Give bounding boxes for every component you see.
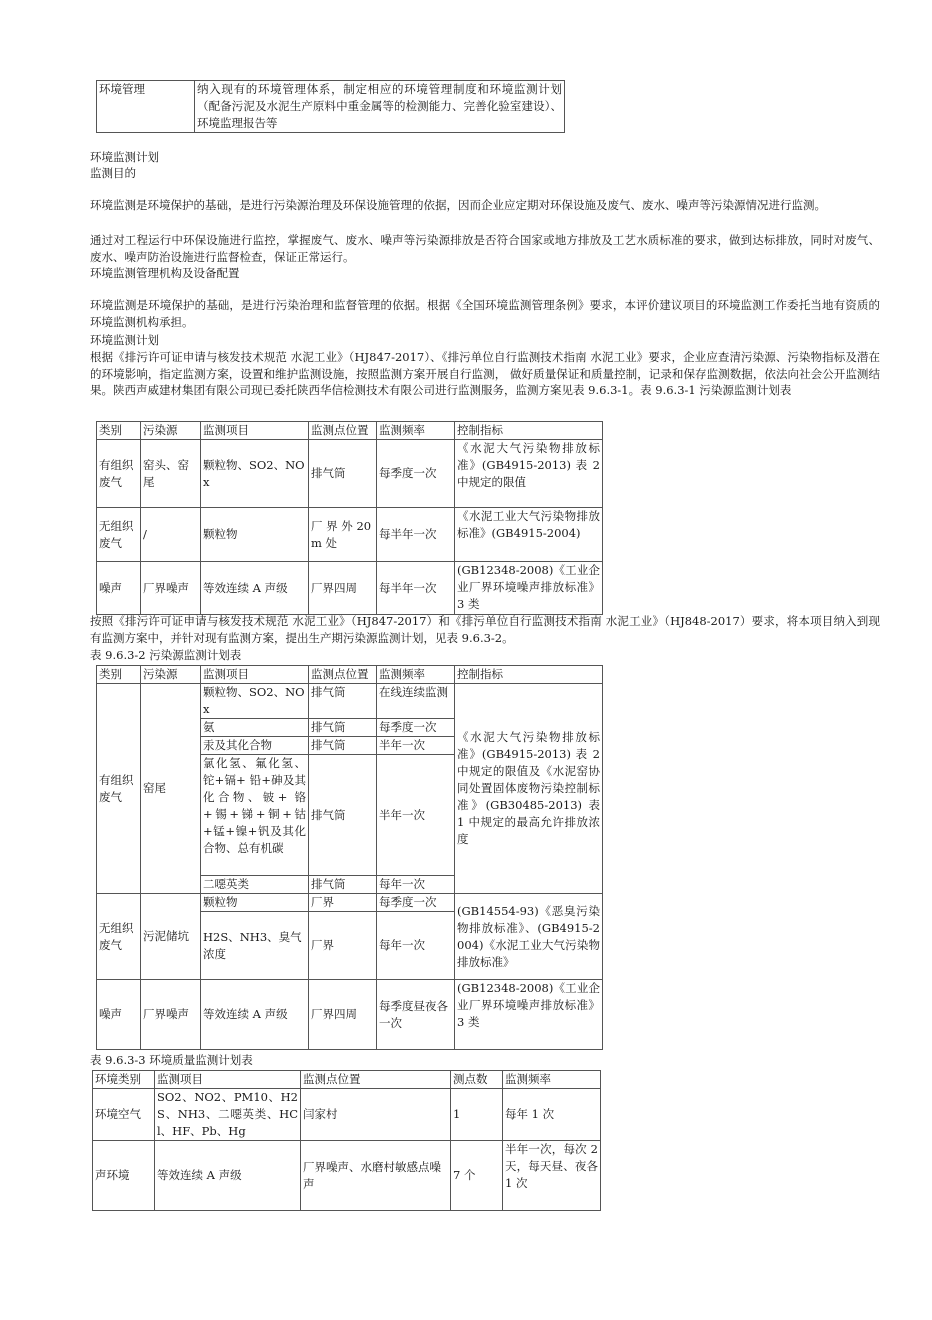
cell: SO2、NO2、PM10、H2S、NH3、二噁英类、HCl、HF、Pb、Hg	[155, 1089, 301, 1141]
cell: 每年 1 次	[503, 1089, 601, 1141]
cell: 半年一次	[377, 737, 455, 755]
cell: 厂界	[309, 912, 377, 980]
table-row	[93, 1141, 601, 1211]
paragraph-2: 通过对工程运行中环保设施进行监控，掌握废气、废水、噪声等污染源排放是否符合国家或地方排放及工艺水质标准的要求，做到达标排放，同时对废气、废水、噪声防治设施进行监督检查，保证正常运行。	[90, 233, 880, 264]
cell: 排气筒	[309, 737, 377, 755]
table-caption-2: 表 9.6.3-2 污染源监测计划表	[90, 648, 242, 662]
header-cell: 污染源	[141, 422, 201, 440]
cell: 声环境	[93, 1141, 155, 1211]
table-row	[93, 1089, 601, 1141]
cell: 每季度昼夜各一次	[377, 980, 455, 1050]
cell: 厂界噪声	[141, 562, 201, 615]
cell: 每半年一次	[377, 508, 455, 562]
header-cell: 监测项目	[155, 1071, 301, 1089]
cell: (GB12348-2008)《工业企业厂界环境噪声排放标准》3 类	[455, 980, 603, 1050]
cell: 厂界四周	[309, 562, 377, 615]
header-cell: 控制指标	[455, 666, 603, 684]
paragraph-4: 根据《排污许可证申请与核发技术规范 水泥工业》（HJ847-2017）、《排污单位自行监测技术指南 水泥工业》要求，企业应查清污染源、污染物指标及潜在的环境影响，指定监测方案，设置和维护监测设施，按照监测方案开展自行监测， 做好质量保证和质量控制，记录和保存监测数据，依法向社会公开监测结果。陕西声威建材集团有限公司现已委托陕西华信检测技术有限公司进行监测服务，监测方案见表 9.6.3-1。表 9.6.3-1 污染源监测计划表	[90, 350, 880, 397]
management-table	[96, 80, 565, 133]
cell: 《水泥工业大气污染物排放标准》(GB4915-2004)	[455, 508, 603, 562]
table-9-6-3-3	[92, 1070, 601, 1211]
table-row	[97, 980, 603, 1050]
header-cell: 污染源	[141, 666, 201, 684]
cell: (GB12348-2008)《工业企业厂界环境噪声排放标准》3 类	[455, 562, 603, 615]
cell: 颗粒物、SO2、NOx	[201, 684, 309, 719]
control-cell: (GB14554-93)《恶臭污染物排放标准》、(GB4915-2004)《水泥工业大气污染物排放标准》	[455, 894, 603, 980]
cell: 排气筒	[309, 684, 377, 719]
category-cell: 有组织废气	[97, 684, 141, 894]
header-cell: 监测频率	[377, 666, 455, 684]
cell: 环境空气	[93, 1089, 155, 1141]
cell: 有组织废气	[97, 440, 141, 508]
cell: 半年一次	[377, 755, 455, 876]
cell: 等效连续 A 声级	[155, 1141, 301, 1211]
heading-monitoring-plan-2: 环境监测计划	[90, 333, 159, 347]
table-9-6-3-1	[96, 421, 603, 615]
cell: H2S、NH3、臭气浓度	[201, 912, 309, 980]
cell: 二噁英类	[201, 876, 309, 894]
cell: 等效连续 A 声级	[201, 562, 309, 615]
cell: 《水泥大气污染物排放标准》(GB4915-2013) 表 2 中规定的限值	[455, 440, 603, 508]
category-cell: 无组织废气	[97, 894, 141, 980]
cell: 无组织废气	[97, 508, 141, 562]
paragraph-3: 环境监测是环境保护的基础，是进行污染治理和监督管理的依据。根据《全国环境监测管理条例》要求，本评价建议项目的环境监测工作委托当地有资质的环境监测机构承担。	[90, 298, 880, 329]
header-cell: 环境类别	[93, 1071, 155, 1089]
table-9-6-3-2	[96, 665, 603, 1050]
cell: 厂 界 外 20m 处	[309, 508, 377, 562]
header-cell: 测点数	[451, 1071, 503, 1089]
header-cell: 监测点位置	[301, 1071, 451, 1089]
cell: 在线连续监测	[377, 684, 455, 719]
paragraph-1: 环境监测是环境保护的基础，是进行污染源治理及环保设施管理的依据，因而企业应定期对环保设施及废气、废水、噪声等污染源情况进行监测。	[90, 198, 826, 212]
table-row	[97, 894, 603, 912]
cell: 窑头、窑尾	[141, 440, 201, 508]
cell: 排气筒	[309, 755, 377, 876]
heading-monitoring-purpose: 监测目的	[90, 166, 136, 180]
cell: 噪声	[97, 562, 141, 615]
header-cell: 监测点位置	[309, 666, 377, 684]
header-cell: 监测项目	[201, 422, 309, 440]
table-row	[97, 508, 603, 562]
table-caption-3: 表 9.6.3-3 环境质量监测计划表	[90, 1053, 253, 1067]
table-row	[97, 440, 603, 508]
cell: 每季度一次	[377, 894, 455, 912]
heading-monitoring-plan: 环境监测计划	[90, 150, 159, 164]
cell: 厂界噪声	[141, 980, 201, 1050]
header-cell: 监测频率	[377, 422, 455, 440]
table-row	[97, 684, 603, 719]
cell: 闫家村	[301, 1089, 451, 1141]
header-cell: 监测点位置	[309, 422, 377, 440]
cell: 厂界四周	[309, 980, 377, 1050]
cell: 每年一次	[377, 876, 455, 894]
cell: 1	[451, 1089, 503, 1141]
cell: 半年一次，每次 2 天，每天昼、夜各 1 次	[503, 1141, 601, 1211]
management-category: 环境管理	[97, 81, 195, 133]
cell: 每年一次	[377, 912, 455, 980]
header-cell: 监测频率	[503, 1071, 601, 1089]
cell: 噪声	[97, 980, 141, 1050]
header-cell: 类别	[97, 422, 141, 440]
heading-management-org: 环境监测管理机构及设备配置	[90, 266, 240, 280]
cell: 氨	[201, 719, 309, 737]
cell: 氯化氢、氟化氢、铊+镉+ 铅+砷及其化合物、铍+ 铬+锡+锑+铜+钴+锰+镍+钒及其化合物、总有机碳	[201, 755, 309, 876]
management-description: 纳入现有的环境管理体系，制定相应的环境管理制度和环境监测计划（配备污泥及水泥生产原料中重金属等的检测能力、完善化验室建设）、环境监理报告等	[195, 81, 565, 133]
table-row	[97, 562, 603, 615]
cell: 排气筒	[309, 719, 377, 737]
header-cell: 监测项目	[201, 666, 309, 684]
cell: 颗粒物、SO2、NOx	[201, 440, 309, 508]
cell: 7 个	[451, 1141, 503, 1211]
source-cell: 污泥储坑	[141, 894, 201, 980]
cell: /	[141, 508, 201, 562]
paragraph-5: 按照《排污许可证申请与核发技术规范 水泥工业》（HJ847-2017）和《排污单位自行监测技术指南 水泥工业》（HJ848-2017）要求，将本项目纳入到现有监测方案中，并针对现有监测方案，提出生产期污染源监测计划，见表 9.6.3-2。	[90, 614, 880, 645]
cell: 颗粒物	[201, 894, 309, 912]
cell: 排气筒	[309, 440, 377, 508]
cell: 颗粒物	[201, 508, 309, 562]
control-cell: 《水泥大气污染物排放标准》(GB4915-2013) 表 2 中规定的限值及《水泥窑协同处置固体废物污染控制标准》(GB30485-2013) 表 1 中规定的最高允许排放浓度	[455, 684, 603, 894]
cell: 厂界噪声、水磨村敏感点噪声	[301, 1141, 451, 1211]
cell: 每季度一次	[377, 440, 455, 508]
cell: 每半年一次	[377, 562, 455, 615]
cell: 等效连续 A 声级	[201, 980, 309, 1050]
header-cell: 控制指标	[455, 422, 603, 440]
cell: 汞及其化合物	[201, 737, 309, 755]
source-cell: 窑尾	[141, 684, 201, 894]
cell: 每季度一次	[377, 719, 455, 737]
header-cell: 类别	[97, 666, 141, 684]
cell: 厂界	[309, 894, 377, 912]
cell: 排气筒	[309, 876, 377, 894]
